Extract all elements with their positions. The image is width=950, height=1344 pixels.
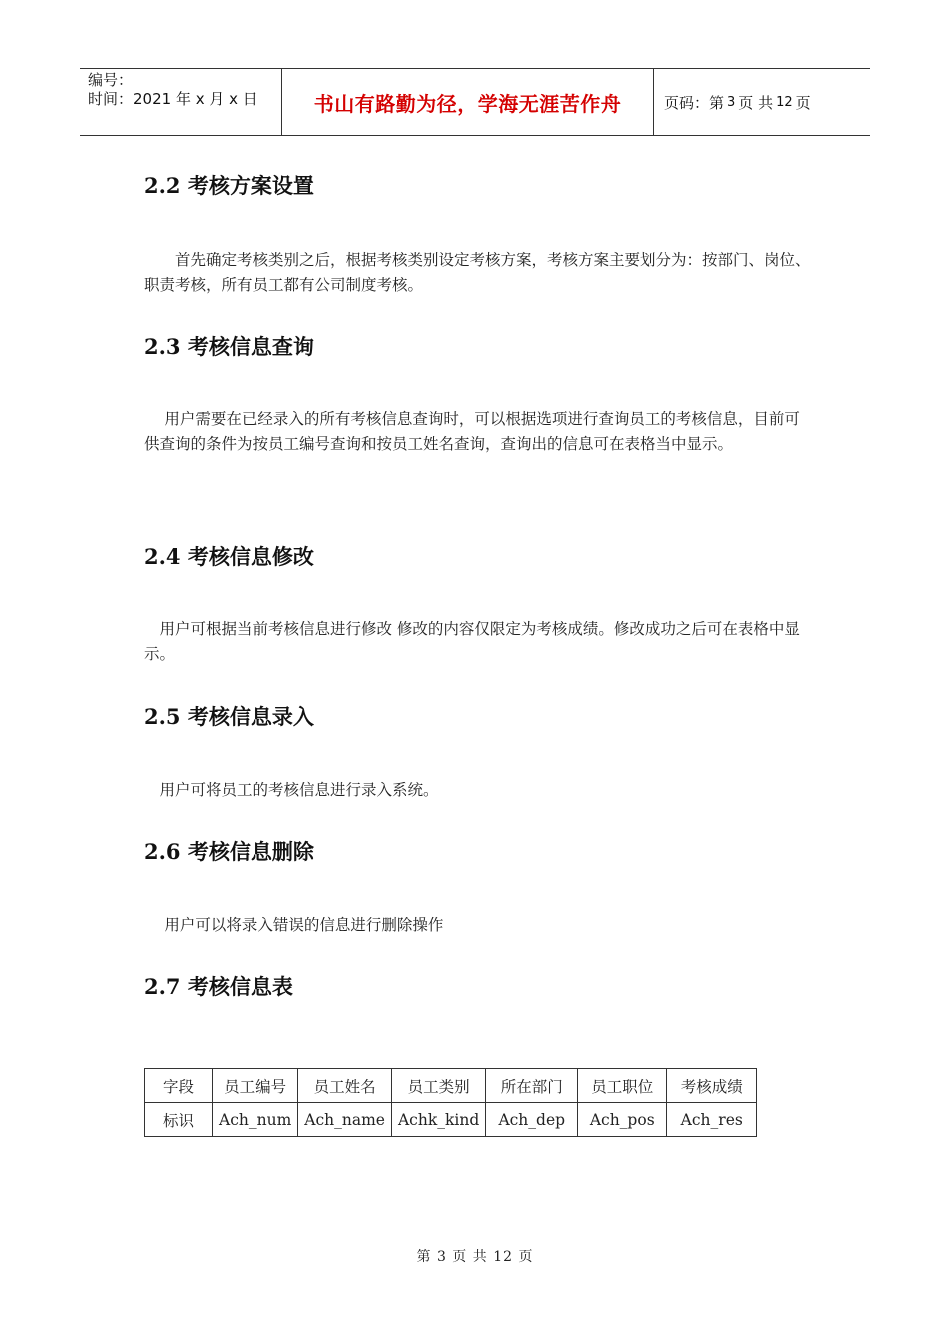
doc-time-label: 时间：2021 年 x 月 x 日 — [88, 90, 258, 108]
section-title-2-3: 2.3 考核信息查询 — [144, 334, 314, 359]
section-title-2-4: 2.4 考核信息修改 — [144, 544, 314, 569]
table-cell: Ach_res — [667, 1103, 757, 1137]
table-cell: 字段 — [145, 1069, 213, 1103]
header-motto-cell — [282, 69, 654, 135]
page-prefix: 页码：第 — [664, 93, 725, 112]
page-current: 3 — [727, 94, 736, 110]
table-cell: 员工类别 — [391, 1069, 485, 1103]
table-cell: Ach_num — [213, 1103, 298, 1137]
section-text-2-5: 用户可将员工的考核信息进行录入系统。 — [144, 781, 439, 799]
table-cell: 员工姓名 — [298, 1069, 392, 1103]
header-page-info — [654, 69, 870, 135]
assessment-info-table — [144, 1068, 757, 1137]
page-footer: 第 3 页 共 12 页 — [416, 1249, 534, 1265]
section-text-2-2: 首先确定考核类别之后，根据考核类别设定考核方案，考核方案主要划分为：按部门、岗位、职责考核，所有员工都有公司制度考核。 — [144, 251, 811, 294]
page-total: 12 — [776, 94, 793, 110]
table-row — [145, 1069, 757, 1103]
section-title-2-7: 2.7 考核信息表 — [144, 974, 293, 999]
table-cell: 考核成绩 — [667, 1069, 757, 1103]
section-title-2-2: 2.2 考核方案设置 — [144, 173, 314, 198]
table-cell: 员工编号 — [213, 1069, 298, 1103]
section-title-2-6: 2.6 考核信息删除 — [144, 839, 314, 864]
table-cell: Ach_dep — [486, 1103, 578, 1137]
section-title-2-5: 2.5 考核信息录入 — [144, 704, 314, 729]
table-row — [145, 1103, 757, 1137]
table-cell: 员工职位 — [578, 1069, 667, 1103]
header-motto: 书山有路勤为径，学海无涯苦作舟 — [313, 91, 622, 116]
page-header — [80, 68, 870, 136]
doc-number-label: 编号： — [88, 71, 134, 89]
page-suffix: 页 — [795, 93, 811, 112]
page-mid: 页 共 — [738, 93, 774, 112]
table-cell: 标识 — [145, 1103, 213, 1137]
table-cell: Ach_pos — [578, 1103, 667, 1137]
table-cell: Ach_name — [298, 1103, 392, 1137]
section-text-2-6: 用户可以将录入错误的信息进行删除操作 — [144, 916, 444, 934]
header-meta — [80, 69, 282, 135]
section-text-2-4: 用户可根据当前考核信息进行修改 修改的内容仅限定为考核成绩。修改成功之后可在表格中显示。 — [144, 620, 800, 663]
table-cell: Achk_kind — [391, 1103, 485, 1137]
table-cell: 所在部门 — [486, 1069, 578, 1103]
section-text-2-3: 用户需要在已经录入的所有考核信息查询时，可以根据选项进行查询员工的考核信息，目前可供查询的条件为按员工编号查询和按员工姓名查询，查询出的信息可在表格当中显示。 — [144, 410, 800, 453]
